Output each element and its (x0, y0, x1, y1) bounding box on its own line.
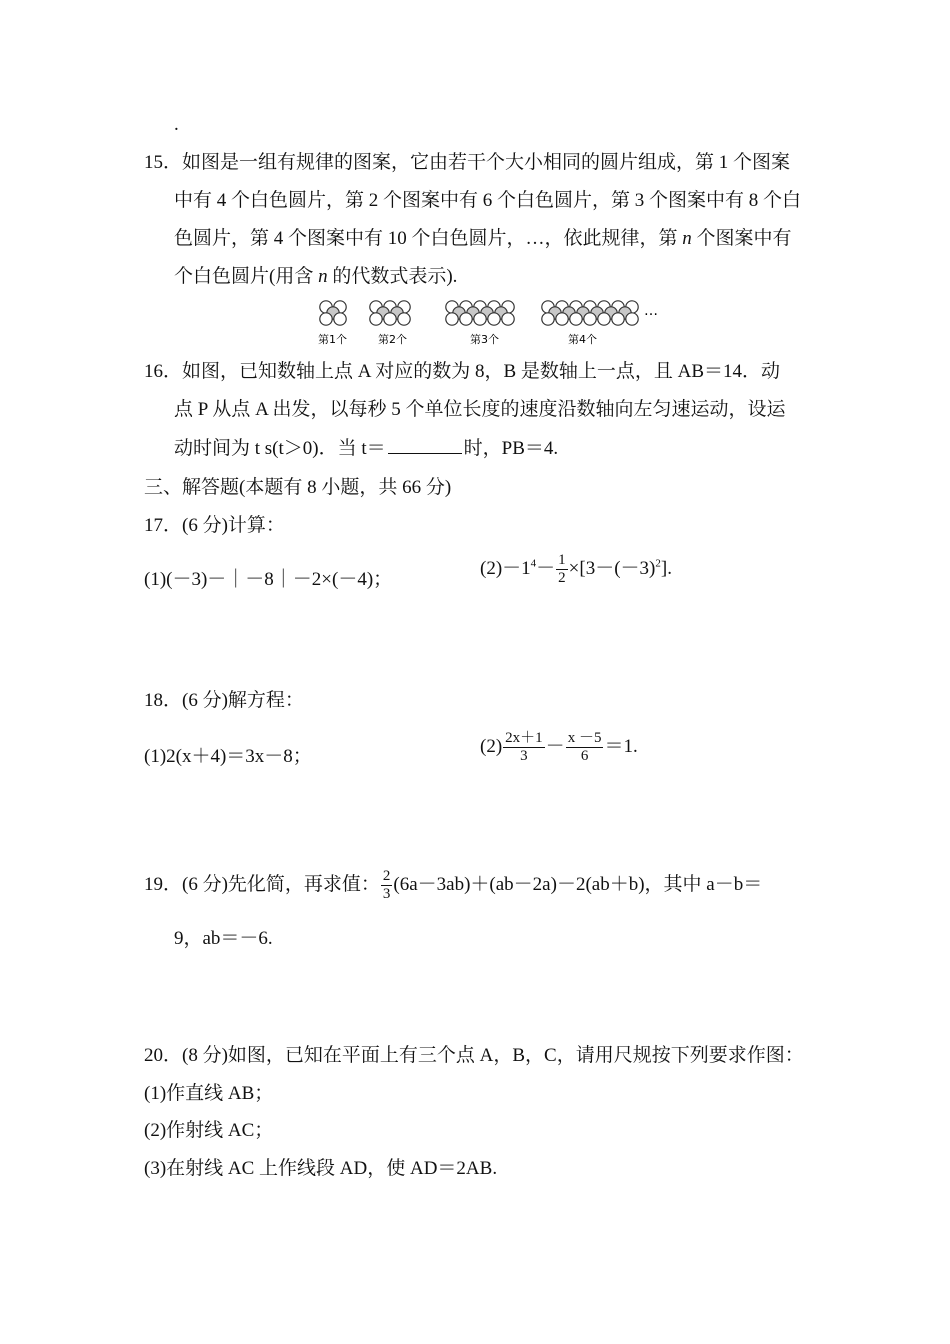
q16-answer-blank[interactable] (388, 452, 462, 454)
q20-part-1: (1)作直线 AB； (144, 1083, 274, 1104)
q19-fraction (381, 868, 393, 903)
q17-p2-a: (2)－1 (480, 557, 531, 579)
q16-line3 (174, 430, 558, 468)
q15-text-4b: 的代数式表示). (327, 266, 458, 287)
pattern-label-1: 第1个 (318, 333, 347, 346)
q17-p2-c: ×[3－(－3) (568, 557, 656, 579)
q17-title: 17．(6 分)计算： (144, 515, 285, 536)
section-3-heading: 三、解答题(本题有 8 小题，共 66 分) (144, 477, 452, 498)
q19-fraction-num: 2 (382, 868, 391, 884)
q15-variable-n-2: n (318, 266, 328, 287)
pattern-ellipsis: … (644, 303, 658, 319)
q18-title: 18．(6 分)解方程： (144, 690, 304, 711)
q15-circle-pattern-figure (300, 296, 680, 348)
q19-line2: 9，ab＝－6. (174, 928, 273, 949)
q17-part-2 (480, 552, 672, 587)
q15-text-1: 如图是一组有规律的图案，它由若干个大小相同的圆片组成，第 1 个图案 (182, 152, 791, 173)
q16-text-3b: 时，PB＝4. (463, 438, 559, 459)
q18-p2-a: (2) (480, 735, 503, 757)
pattern-4 (542, 301, 638, 325)
q15-line4 (174, 258, 457, 296)
q15-number: 15． (144, 152, 183, 173)
q18-fraction-2-den: 6 (580, 748, 589, 764)
q18-minus: － (545, 735, 565, 757)
q20-title: 20．(8 分)如图，已知在平面上有三个点 A，B，C，请用尺规按下列要求作图： (144, 1045, 804, 1066)
q18-fraction-2-num: x －5 (567, 730, 602, 746)
q15-line3 (174, 220, 792, 258)
q15-line2: 中有 4 个白色圆片，第 2 个图案中有 6 个白色圆片，第 3 个图案中有 8 个白 (174, 190, 802, 211)
q15-variable-n: n (682, 228, 692, 249)
q18-fraction-2 (566, 730, 604, 765)
q18-p2-end: ＝1. (604, 735, 638, 757)
q18-fraction-1 (503, 730, 545, 765)
pattern-1 (320, 301, 346, 325)
q17-p2-exp2: 2 (655, 557, 661, 570)
q17-part-1: (1)(－3)－｜－8｜－2×(－4)； (144, 569, 393, 590)
q17-fraction-num: 1 (558, 552, 566, 568)
q16-text-1: 如图，已知数轴上点 A 对应的数为 8，B 是数轴上一点，且 AB＝14．动 (182, 361, 781, 382)
q16-text-3a: 动时间为 t s(t＞0)．当 t＝ (174, 438, 386, 459)
pattern-2 (370, 301, 410, 325)
q18-fraction-1-den: 3 (520, 748, 528, 764)
q16-line2: 点 P 从点 A 出发，以每秒 5 个单位长度的速度沿数轴向左匀速运动，设运 (174, 399, 786, 420)
q15-text-3a: 色圆片，第 4 个图案中有 10 个白色圆片，…，依此规律，第 (174, 228, 683, 249)
pattern-label-3: 第3个 (470, 333, 499, 346)
q16-line1 (144, 353, 780, 391)
q17-p2-b: － (536, 557, 556, 579)
q19-fraction-den: 3 (382, 886, 391, 902)
q18-fraction-1-num: 2x＋1 (505, 730, 543, 746)
q20-part-2: (2)作射线 AC； (144, 1120, 274, 1141)
q19-line1 (144, 868, 762, 903)
q16-number: 16． (144, 361, 183, 382)
pattern-3 (446, 301, 514, 325)
q15-line1 (144, 144, 790, 182)
q19-expression: (6a－3ab)＋(ab－2a)－2(ab＋b)，其中 a－b＝ (393, 873, 763, 895)
q15-text-3b: 个图案中有 (691, 228, 792, 249)
top-dot: . (174, 114, 179, 135)
q19-title: 19．(6 分)先化简，再求值： (144, 873, 380, 895)
pattern-label-4: 第4个 (568, 333, 597, 346)
q18-part-2 (480, 730, 638, 765)
q18-part-1: (1)2(x＋4)＝3x－8； (144, 746, 312, 767)
q17-fraction (556, 552, 568, 587)
pattern-label-2: 第2个 (378, 333, 407, 346)
q17-p2-d: ]. (660, 557, 672, 579)
q15-text-4a: 个白色圆片(用含 (174, 266, 319, 287)
q20-part-3: (3)在射线 AC 上作线段 AD，使 AD＝2AB. (144, 1158, 498, 1179)
q17-p2-exp: 4 (530, 557, 537, 570)
q17-fraction-den: 2 (558, 570, 566, 586)
